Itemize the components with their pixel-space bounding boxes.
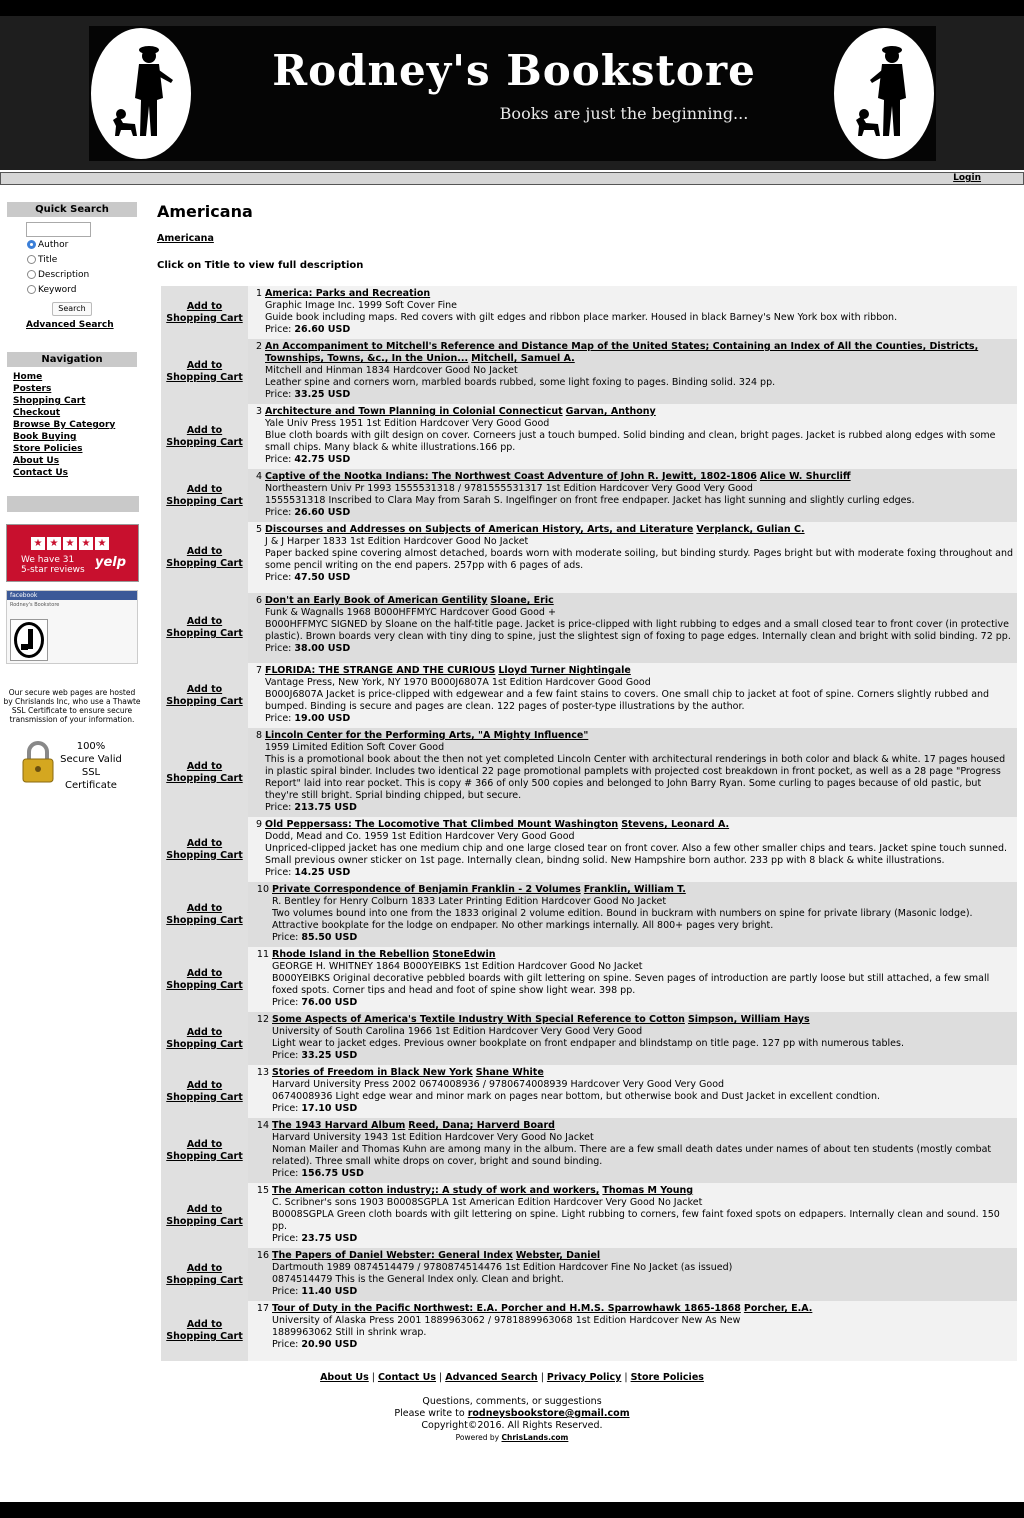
book-author-link[interactable]: StoneEdwin	[432, 949, 496, 960]
book-info	[272, 1118, 1017, 1183]
book-author-link[interactable]: Porcher, E.A.	[743, 1303, 813, 1314]
book-number: 3	[255, 406, 262, 417]
secure-hosting-note: Our secure web pages are hosted by Chrislands Inc, who use a Thawte SSL Certificate to ensure secure transmission of your information.	[3, 688, 141, 724]
book-price: Price: 47.50 USD	[265, 572, 351, 583]
add-to-cart-cell	[161, 286, 248, 339]
book-author-link[interactable]: Mitchell, Samuel A.	[471, 353, 575, 364]
facebook-bar: facebook	[7, 591, 137, 600]
radio-keyword[interactable]	[27, 284, 76, 296]
navigation-list	[13, 371, 115, 479]
yelp-logo: yelp	[95, 555, 127, 570]
book-price: Price: 213.75 USD	[265, 802, 357, 813]
book-author-link[interactable]: Thomas M Young	[602, 1185, 694, 1196]
add-to-cart-cell	[161, 728, 248, 817]
radio-description[interactable]	[27, 269, 89, 281]
dog-trainer-silhouette-left	[91, 28, 191, 159]
book-price: Price: 20.90 USD	[272, 1339, 358, 1350]
add-to-cart-link[interactable]: Add to Shopping Cart	[166, 545, 243, 569]
book-row	[161, 1183, 1017, 1248]
ssl-certificate-label: 100% Secure Valid SSL Certificate	[60, 741, 122, 791]
book-info	[272, 1301, 1017, 1361]
book-price: Price: 26.60 USD	[265, 507, 351, 518]
footer-contact-us[interactable]: Contact Us	[377, 1372, 437, 1383]
book-publication: Harvard University 1943 1st Edition Hardcover Very Good No Jacket	[272, 1132, 594, 1143]
book-title-link[interactable]: Rhode Island in the Rebellion	[272, 949, 430, 960]
advanced-search-link[interactable]: Advanced Search	[26, 320, 114, 330]
book-price: Price: 23.75 USD	[272, 1233, 358, 1244]
book-description: Light wear to jacket edges. Previous owner bookplate on front endpaper and blindstamp on title page. 127 pp with numerous tables.	[272, 1038, 904, 1049]
book-row	[161, 593, 1017, 663]
instruction-text: Click on Title to view full description	[157, 260, 364, 271]
book-info	[265, 469, 1017, 522]
nav-checkout[interactable]: Checkout	[13, 408, 61, 418]
add-to-cart-cell	[161, 469, 248, 522]
book-description: Guide book including maps. Red covers with gilt edges and ribbon place marker. Housed in black Barney's New York box with ribbon.	[265, 312, 898, 323]
book-number: 7	[255, 665, 262, 676]
book-description: 0674008936 Light edge wear and minor mark on pages near bottom, but otherwise book and Dust Jacket in excellent condtion.	[272, 1091, 881, 1102]
login-bar	[0, 172, 1024, 185]
book-info	[272, 1012, 1017, 1065]
book-title-link[interactable]: America: Parks and Recreation	[265, 288, 431, 299]
book-publication: GEORGE H. WHITNEY 1864 B000YEIBKS 1st Edition Hardcover Good No Jacket	[272, 961, 643, 972]
nav-home[interactable]: Home	[13, 372, 43, 382]
radio-author[interactable]	[27, 239, 68, 251]
yelp-badge[interactable]	[6, 524, 139, 582]
book-info	[265, 663, 1017, 728]
footer-text	[0, 1396, 1024, 1444]
book-info	[265, 593, 1017, 663]
add-to-cart-cell	[161, 947, 248, 1012]
book-price: Price: 38.00 USD	[265, 643, 351, 654]
book-row	[161, 286, 1017, 339]
book-publication: Dartmouth 1989 0874514479 / 9780874514476 1st Edition Hardcover Fine No Jacket (as issued)	[272, 1262, 733, 1273]
book-info	[265, 404, 1017, 469]
add-to-cart-link[interactable]: Add to Shopping Cart	[166, 1319, 243, 1342]
radio-keyword-label: Keyword	[38, 285, 77, 295]
book-number: 6	[255, 595, 262, 606]
book-description: Two volumes bound into one from the 1833 original 2 volume edition. Bound in buckram with numbers on spine for private library (Masonic lodge). Attractive bookplate for the lodge on endpaper. No other markings internally. All 800+ pages very bright.	[272, 908, 973, 931]
book-publication: C. Scribner's sons 1903 B0008SGPLA 1st American Edition Hardcover Very Good No Jacket	[272, 1197, 703, 1208]
book-title-link[interactable]: The 1943 Harvard Album	[272, 1120, 406, 1131]
book-title-link[interactable]: Private Correspondence of Benjamin Franklin - 2 Volumes	[272, 884, 581, 895]
top-black-bar	[0, 0, 1024, 16]
book-number: 11	[256, 949, 269, 960]
book-info	[272, 947, 1017, 1012]
book-number: 17	[256, 1303, 269, 1314]
book-row	[161, 947, 1017, 1012]
add-to-cart-link[interactable]: Add to Shopping Cart	[166, 967, 243, 991]
dog-trainer-silhouette-right	[834, 28, 934, 159]
facebook-page-name: Rodney's Bookstore	[10, 602, 60, 608]
bottom-black-bar	[0, 1502, 1024, 1518]
nav-book-buying[interactable]: Book Buying	[13, 432, 77, 442]
add-to-cart-link[interactable]: Add to Shopping Cart	[166, 424, 243, 448]
book-info	[272, 1183, 1017, 1248]
add-to-cart-link[interactable]: Add to Shopping Cart	[166, 1138, 243, 1162]
book-number: 14	[256, 1120, 269, 1131]
book-publication: University of Alaska Press 2001 1889963062 / 9781889963068 1st Edition Hardcover New As New	[272, 1315, 741, 1326]
footer-powered-by: Powered by	[455, 1433, 500, 1442]
add-to-cart-link[interactable]: Add to Shopping Cart	[166, 1026, 243, 1050]
add-to-cart-link[interactable]: Add to Shopping Cart	[166, 300, 243, 324]
book-author-link[interactable]: Simpson, William Hays	[687, 1014, 810, 1025]
footer-copyright: Copyright©2016. All Rights Reserved.	[421, 1420, 603, 1431]
sidebar-divider-box	[7, 496, 139, 512]
book-publication: Funk & Wagnalls 1968 B000HFFMYC Hardcover Good Good +	[265, 607, 556, 618]
footer-write-to: Please write to	[394, 1408, 465, 1419]
add-to-cart-cell	[161, 1012, 248, 1065]
book-number: 8	[255, 730, 262, 741]
book-price: Price: 156.75 USD	[272, 1168, 364, 1179]
add-to-cart-link[interactable]: Add to Shopping Cart	[166, 760, 243, 784]
book-description: B000HFFMYC SIGNED by Sloane on the half-title page. Jacket is price-clipped with light rubbing to edges and a small closed tear to front cover (in protective plastic). Brown boards very clean with tiny ding to spine, just the slightest sign of foxing to page edges. Internally clean and bright with solid binding. 72 pp.	[265, 619, 1011, 642]
quick-search-heading: Quick Search	[7, 202, 137, 217]
book-number: 13	[256, 1067, 269, 1078]
radio-author-label: Author	[38, 240, 69, 250]
breadcrumb[interactable]: Americana	[157, 233, 214, 244]
book-info	[272, 882, 1017, 947]
book-row	[161, 469, 1017, 522]
book-row	[161, 1248, 1017, 1301]
add-to-cart-cell	[161, 522, 248, 593]
book-row	[161, 1301, 1017, 1361]
book-info	[265, 728, 1017, 817]
book-info	[272, 1248, 1017, 1301]
footer-privacy-policy[interactable]: Privacy Policy	[546, 1372, 622, 1383]
add-to-cart-link[interactable]: Add to Shopping Cart	[166, 359, 243, 383]
book-title-link[interactable]: Stories of Freedom in Black New York	[272, 1067, 473, 1078]
book-number: 10	[256, 884, 269, 895]
store-name: Rodney's Bookstore	[272, 46, 756, 95]
radio-title[interactable]	[27, 254, 57, 266]
book-info	[272, 1065, 1017, 1118]
book-publication: J & J Harper 1833 1st Edition Hardcover Good No Jacket	[265, 536, 529, 547]
book-price: Price: 33.25 USD	[272, 1050, 358, 1061]
add-to-cart-cell	[161, 817, 248, 882]
facebook-profile-thumbnail	[10, 619, 48, 661]
nav-contact-us[interactable]: Contact Us	[13, 468, 69, 478]
book-description: 1889963062 Still in shrink wrap.	[272, 1327, 427, 1338]
book-title-link[interactable]: The American cotton industry;: A study of work and workers,	[272, 1185, 600, 1196]
nav-browse-by-category[interactable]: Browse By Category	[13, 420, 116, 430]
book-info	[265, 817, 1017, 882]
footer-about-us[interactable]: About Us	[320, 1372, 369, 1383]
book-price: Price: 19.00 USD	[265, 713, 351, 724]
book-price: Price: 33.25 USD	[265, 389, 351, 400]
nav-posters[interactable]: Posters	[13, 384, 52, 394]
add-to-cart-link[interactable]: Add to Shopping Cart	[166, 683, 243, 707]
book-publication: Harvard University Press 2002 0674008936 / 9780674008939 Hardcover Very Good Very Good	[272, 1079, 725, 1090]
book-description: B0008SGPLA Green cloth boards with gilt lettering on spine. Light rubbing to corners, few faint foxed spots on edpapers. Internally clean and sound. 150 pp.	[272, 1209, 1000, 1232]
book-info	[265, 339, 1017, 404]
book-price: Price: 76.00 USD	[272, 997, 358, 1008]
add-to-cart-cell	[161, 1183, 248, 1248]
book-description: Unpriced-clipped jacket has one medium chip and one large closed tear on front cover. Also a few other smaller chips and tears. Jacket spine touch sunned. Small previous owner sticker on 1st page. Internally clean, bindng solid. New Hampshire born author. 233 pp with 8 black & white illustrations.	[265, 843, 1008, 866]
book-title-link[interactable]: An Accompaniment to Mitchell's Reference and Distance Map of the United States; Containing an Index of All the Counties, Districts, Townships, Towns, &c., In the Union...	[265, 341, 979, 364]
book-publication: Graphic Image Inc. 1999 Soft Cover Fine	[265, 300, 457, 311]
add-to-cart-link[interactable]: Add to Shopping Cart	[166, 902, 243, 926]
book-number: 12	[256, 1014, 269, 1025]
add-to-cart-link[interactable]: Add to Shopping Cart	[166, 1203, 243, 1227]
yelp-review-text: We have 31 5-star reviews	[21, 555, 85, 575]
book-row	[161, 1012, 1017, 1065]
book-info	[265, 522, 1017, 593]
book-title-link[interactable]: The Papers of Daniel Webster: General Index	[272, 1250, 513, 1261]
book-price: Price: 11.40 USD	[272, 1286, 358, 1297]
book-publication: R. Bentley for Henry Colburn 1833 Later Printing Edition Hardcover Good No Jacket	[272, 896, 667, 907]
book-number: 1	[255, 288, 262, 299]
book-number: 16	[256, 1250, 269, 1261]
book-author-link[interactable]: Verplanck, Gulian C.	[696, 524, 805, 535]
book-author-link[interactable]: Shane White	[475, 1067, 544, 1078]
book-description: Paper backed spine covering almost detached, boards worn with moderate soiling, but binding sturdy. Pages bright but with moderate foxing throughout and some pencil writing on the end papers. 257pp with 6 pages of ads.	[265, 548, 1013, 571]
book-row	[161, 522, 1017, 593]
book-description: Leather spine and corners worn, marbled boards rubbed, some light foxing to pages. Binding solid. 324 pp.	[265, 377, 776, 388]
footer-advanced-search[interactable]: Advanced Search	[445, 1372, 538, 1383]
search-button[interactable]: Search	[52, 302, 92, 316]
book-row	[161, 728, 1017, 817]
add-to-cart-cell	[161, 1248, 248, 1301]
book-row	[161, 1065, 1017, 1118]
book-publication: Northeastern Univ Pr 1993 1555531318 / 9781555531317 1st Edition Hardcover Very Good Very Good	[265, 483, 753, 494]
add-to-cart-cell	[161, 1065, 248, 1118]
book-title-link[interactable]: FLORIDA: THE STRANGE AND THE CURIOUS	[265, 665, 496, 676]
book-title-link[interactable]: Some Aspects of America's Textile Industry With Special Reference to Cotton	[272, 1014, 685, 1025]
book-price: Price: 42.75 USD	[265, 454, 351, 465]
add-to-cart-cell	[161, 404, 248, 469]
store-tagline: Books are just the beginning...	[499, 104, 749, 123]
add-to-cart-cell	[161, 1118, 248, 1183]
padlock-icon	[20, 740, 56, 788]
book-author-link[interactable]: Webster, Daniel	[515, 1250, 601, 1261]
book-description: Noman Mailer and Thomas Kuhn are among many in the album. There are a few small death dates under names of about ten students (mostly combat related). Three small white drops on cover, bright and sound binding.	[272, 1144, 992, 1167]
footer-questions: Questions, comments, or suggestions	[422, 1396, 602, 1407]
book-description: This is a promotional book about the then not yet completed Lincoln Center with architectural renderings in both color and black & white. 17 pages housed in plastic spiral binder. Includes two identical 22 page promotional pamplets with projected cost breakdown in front pocket, as well as a 28 page "Progress Report" laid into rear pocket. This is copy # 366 of only 500 copies and belonged to John Barry Ryan. Some curling to pages because of old pastic, but they're still bright. Sprial binding chipped, but secure.	[265, 754, 1006, 801]
store-banner[interactable]	[89, 26, 936, 161]
book-row	[161, 339, 1017, 404]
book-number: 4	[255, 471, 262, 482]
book-author-link[interactable]: Stevens, Leonard A.	[621, 819, 730, 830]
book-title-link[interactable]: Tour of Duty in the Pacific Northwest: E.A. Porcher and H.M.S. Sparrowhawk 1865-1868	[272, 1303, 741, 1314]
book-author-link[interactable]: Lloyd Turner Nightingale	[498, 665, 631, 676]
book-row	[161, 817, 1017, 882]
book-description: B000YEIBKS Original decorative pebbled boards with gilt lettering on spine. Seven pages of introduction are partly loose but still attached, a few small foxed spots. Corner tips and head and foot of spine show light wear. 398 pp.	[272, 973, 990, 996]
book-number: 9	[255, 819, 262, 830]
book-price: Price: 26.60 USD	[265, 324, 351, 335]
add-to-cart-link[interactable]: Add to Shopping Cart	[166, 483, 243, 507]
book-description: 1555531318 Inscribed to Clara May from Sarah S. Ingelfinger on front free endpaper. Jacket has light sunning and slightly curling edges.	[265, 495, 915, 506]
book-row	[161, 404, 1017, 469]
radio-icon	[27, 255, 36, 264]
book-author-link[interactable]: Alice W. Shurcliff	[759, 471, 851, 482]
page-title: Americana	[157, 202, 253, 221]
navigation-heading: Navigation	[7, 352, 137, 367]
book-number: 15	[256, 1185, 269, 1196]
radio-icon	[27, 285, 36, 294]
book-publication: University of South Carolina 1966 1st Edition Hardcover Very Good Very Good	[272, 1026, 643, 1037]
add-to-cart-link[interactable]: Add to Shopping Cart	[166, 1079, 243, 1103]
book-publication: 1959 Limited Edition Soft Cover Good	[265, 742, 445, 753]
login-link[interactable]: Login	[953, 173, 981, 183]
book-title-link[interactable]: Discourses and Addresses on Subjects of American History, Arts, and Literature	[265, 524, 694, 535]
book-price: Price: 85.50 USD	[272, 932, 358, 943]
book-author-link[interactable]: Sloane, Eric	[490, 595, 554, 606]
radio-description-label: Description	[38, 270, 90, 280]
add-to-cart-cell	[161, 663, 248, 728]
add-to-cart-cell	[161, 593, 248, 663]
nav-store-policies[interactable]: Store Policies	[13, 444, 83, 454]
book-author-link[interactable]: Reed, Dana; Harverd Board	[408, 1120, 555, 1131]
five-star-icons: ★ ★ ★ ★ ★	[31, 531, 111, 550]
add-to-cart-cell	[161, 1301, 248, 1361]
book-price: Price: 17.10 USD	[272, 1103, 358, 1114]
radio-selected-icon	[27, 240, 36, 249]
book-price: Price: 14.25 USD	[265, 867, 351, 878]
radio-icon	[27, 270, 36, 279]
book-number: 5	[255, 524, 262, 535]
footer-links: About Us | Contact Us | Advanced Search | Privacy Policy | Store Policies	[320, 1372, 704, 1383]
add-to-cart-link[interactable]: Add to Shopping Cart	[166, 837, 243, 861]
book-title-link[interactable]: Old Peppersass: The Locomotive That Climbed Mount Washington	[265, 819, 619, 830]
site-header	[0, 16, 1024, 170]
footer-chrislands-link[interactable]: ChrisLands.com	[501, 1433, 569, 1442]
book-row	[161, 1118, 1017, 1183]
book-description: 0874514479 This is the General Index only. Clean and bright.	[272, 1274, 564, 1285]
footer-store-policies[interactable]: Store Policies	[630, 1372, 704, 1383]
book-number: 2	[255, 341, 262, 352]
book-title-link[interactable]: Architecture and Town Planning in Colonial Connecticut	[265, 406, 563, 417]
facebook-widget[interactable]	[6, 590, 138, 664]
nav-shopping-cart[interactable]: Shopping Cart	[13, 396, 86, 406]
add-to-cart-cell	[161, 882, 248, 947]
add-to-cart-cell	[161, 339, 248, 404]
book-publication: Vantage Press, New York, NY 1970 B000J6807A 1st Edition Hardcover Good Good	[265, 677, 651, 688]
radio-title-label: Title	[38, 255, 58, 265]
book-info	[265, 286, 1017, 339]
book-row	[161, 663, 1017, 728]
book-publication: Dodd, Mead and Co. 1959 1st Edition Hardcover Very Good Good	[265, 831, 575, 842]
book-title-link[interactable]: Don't an Early Book of American Gentility	[265, 595, 488, 606]
book-title-link[interactable]: Lincoln Center for the Performing Arts, "A Mighty Influence"	[265, 730, 589, 741]
book-publication: Yale Univ Press 1951 1st Edition Hardcover Very Good Good	[265, 418, 550, 429]
book-publication: Mitchell and Hinman 1834 Hardcover Good No Jacket	[265, 365, 518, 376]
book-title-link[interactable]: Captive of the Nootka Indians: The Northwest Coast Adventure of John R. Jewitt, 1802-1806	[265, 471, 757, 482]
add-to-cart-link[interactable]: Add to Shopping Cart	[166, 616, 243, 639]
book-author-link[interactable]: Garvan, Anthony	[565, 406, 656, 417]
footer-email-link[interactable]: rodneysbookstore@gmail.com	[467, 1408, 630, 1419]
book-author-link[interactable]: Franklin, William T.	[583, 884, 686, 895]
book-description: B000J6807A Jacket is price-clipped with edgewear and a few faint stains to covers. One small chip to jacket at foot of spine. Corners slightly rubbed and bumped. Binding is secure and pages are clean. 122 pages of poster-type illustrations by the author.	[265, 689, 990, 712]
nav-about-us[interactable]: About Us	[13, 456, 60, 466]
book-description: Blue cloth boards with gilt design on cover. Corneers just a touch bumped. Solid binding and clean, bright pages. Jacket is rubbed along edges with some small chips. Many black & white illustrations.166 pp.	[265, 430, 996, 453]
book-row	[161, 882, 1017, 947]
add-to-cart-link[interactable]: Add to Shopping Cart	[166, 1262, 243, 1286]
quick-search-input[interactable]	[26, 222, 91, 237]
